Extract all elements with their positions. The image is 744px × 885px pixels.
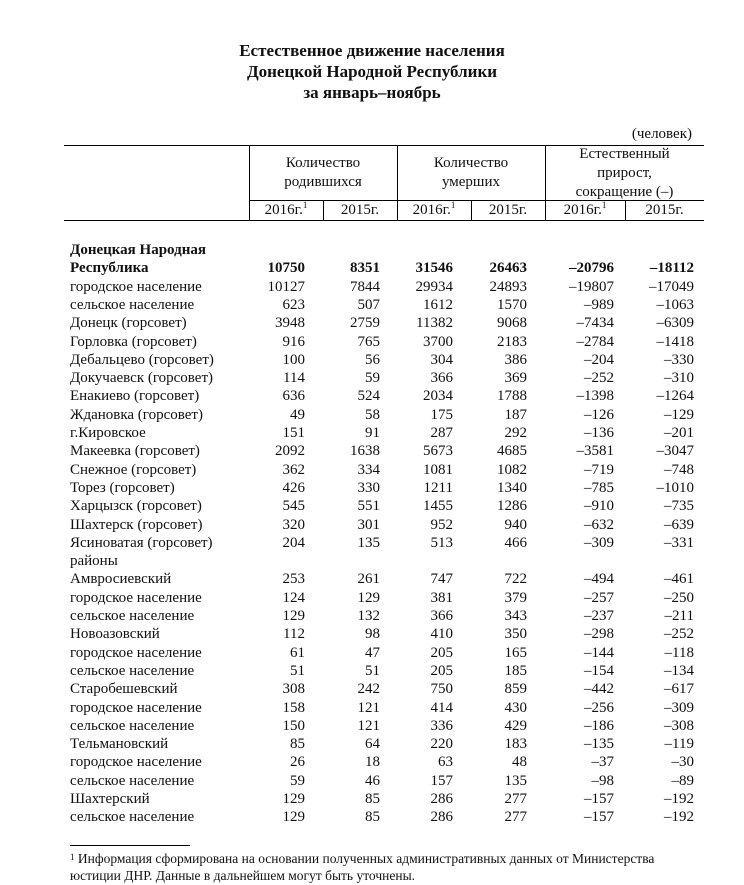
cell-births-2016: 85 [290, 736, 305, 753]
cell-natural-2016: –1398 [576, 388, 614, 405]
table-row [0, 552, 744, 570]
footnote-mark: 1 [302, 200, 308, 210]
row-label: Шахтерский [70, 791, 150, 807]
table-row [0, 369, 744, 387]
cell-natural-2015: –6309 [656, 315, 694, 332]
row-label: Дебальцево (горсовет) [70, 351, 214, 368]
row-label: Амвросиевский [70, 571, 172, 588]
cell-births-2015: 58 [365, 406, 380, 423]
cell-deaths-2016: 220 [430, 736, 453, 753]
footnote-rule [70, 845, 190, 846]
document-title [0, 40, 744, 103]
cell-deaths-2015: 429 [504, 717, 527, 734]
cell-natural-2015: –308 [664, 717, 694, 734]
header-natural-line: сокращение (–) [575, 184, 674, 200]
row-label: сельское население [70, 608, 195, 624]
cell-natural-2016: –126 [584, 406, 614, 423]
cell-deaths-2016: 414 [430, 699, 453, 716]
cell-deaths-2015: 48 [512, 754, 527, 771]
cell-deaths-2016: 3700 [423, 333, 453, 350]
cell-deaths-2016: 5673 [423, 443, 453, 460]
cell-deaths-2016: 1211 [423, 479, 453, 496]
cell-births-2016: 129 [282, 809, 305, 826]
table-row [0, 680, 744, 698]
cell-deaths-2016: 287 [430, 425, 453, 441]
cell-deaths-2015: 1286 [497, 498, 527, 515]
row-label: сельское население [70, 662, 195, 679]
cell-deaths-2016: 410 [430, 626, 453, 643]
cell-natural-2016: –157 [584, 809, 614, 826]
cell-deaths-2016: 366 [430, 370, 453, 387]
cell-deaths-2015: 4685 [497, 443, 527, 460]
cell-natural-2016: –719 [584, 461, 614, 478]
cell-natural-2016: –785 [584, 479, 614, 496]
cell-natural-2015: –252 [664, 626, 694, 643]
row-label: Старобешевский [70, 681, 178, 698]
header-bottom-rule [64, 220, 704, 221]
cell-births-2016: 320 [282, 516, 305, 533]
table-row [0, 461, 744, 479]
cell-births-2015: 334 [357, 461, 380, 478]
cell-natural-2015: –211 [664, 608, 694, 624]
cell-natural-2016: –136 [584, 425, 614, 441]
cell-births-2016: 150 [282, 717, 305, 734]
row-label: Ясиноватая (горсовет) [70, 534, 213, 551]
row-label: городское население [70, 278, 202, 295]
cell-natural-2015: –201 [664, 425, 694, 441]
cell-births-2015: 507 [357, 296, 380, 313]
cell-deaths-2016: 31546 [415, 260, 453, 277]
cell-deaths-2016: 157 [430, 772, 453, 789]
cell-natural-2015: –89 [671, 772, 694, 789]
cell-natural-2015: –192 [664, 809, 694, 826]
cell-births-2016: 2092 [275, 443, 305, 460]
cell-natural-2016: –494 [584, 571, 614, 588]
row-label: сельское население [70, 809, 195, 826]
cell-births-2015: 330 [357, 479, 380, 496]
cell-deaths-2016: 286 [430, 791, 453, 807]
table-row [0, 534, 744, 552]
cell-deaths-2016: 750 [430, 681, 453, 698]
cell-births-2016: 362 [282, 461, 305, 478]
cell-natural-2015: –1264 [656, 388, 694, 405]
cell-deaths-2016: 381 [430, 589, 453, 606]
table-row [0, 296, 744, 314]
cell-natural-2015: –134 [664, 662, 694, 679]
row-label: Макеевка (горсовет) [70, 443, 200, 460]
cell-natural-2016: –237 [584, 608, 614, 624]
table-row [0, 662, 744, 680]
cell-deaths-2016: 286 [430, 809, 453, 826]
cell-births-2016: 61 [290, 644, 305, 661]
cell-natural-2015: –639 [664, 516, 694, 533]
cell-natural-2015: –17049 [649, 278, 694, 295]
cell-natural-2015: –1010 [656, 479, 694, 496]
row-label: районы [70, 553, 118, 570]
header-natural [545, 145, 704, 202]
row-label: Шахтерск (горсовет) [70, 516, 203, 533]
table-row [0, 772, 744, 790]
cell-deaths-2015: 2183 [497, 333, 527, 350]
cell-deaths-2016: 747 [430, 571, 453, 588]
cell-natural-2016: –154 [584, 662, 614, 679]
year-2016-births [249, 202, 323, 219]
table-row [0, 570, 744, 588]
cell-births-2016: 51 [290, 662, 305, 679]
cell-births-2016: 204 [282, 534, 305, 551]
row-label: Докучаевск (горсовет) [70, 370, 213, 387]
cell-births-2016: 916 [282, 333, 305, 350]
cell-births-2015: 551 [357, 498, 380, 515]
cell-deaths-2015: 165 [504, 644, 527, 661]
table-row [0, 808, 744, 826]
unit-label: (человек) [631, 126, 692, 142]
cell-natural-2015: –735 [664, 498, 694, 515]
cell-natural-2016: –309 [584, 534, 614, 551]
table-row [0, 790, 744, 808]
cell-births-2016: 100 [282, 351, 305, 368]
cell-births-2015: 242 [357, 681, 380, 698]
table-row [0, 699, 744, 717]
cell-deaths-2015: 1082 [497, 461, 527, 478]
cell-natural-2016: –256 [584, 699, 614, 716]
footnote-mark: 1 [450, 200, 456, 210]
row-label: Тельмановский [70, 736, 169, 753]
table-row [0, 333, 744, 351]
footnote [70, 850, 720, 884]
cell-natural-2015: –129 [664, 406, 694, 423]
cell-natural-2015: –461 [664, 571, 694, 588]
header-deaths-line: Количество [433, 155, 509, 171]
cell-natural-2016: –204 [584, 351, 614, 368]
cell-deaths-2015: 386 [504, 351, 527, 368]
cell-births-2015: 129 [357, 589, 380, 606]
cell-natural-2015: –330 [664, 351, 694, 368]
row-label: Новоазовский [70, 626, 160, 643]
row-label: сельское население [70, 296, 195, 313]
cell-births-2016: 623 [282, 296, 305, 313]
cell-deaths-2015: 466 [504, 534, 527, 551]
cell-natural-2016: –98 [591, 772, 614, 789]
cell-deaths-2015: 9068 [497, 315, 527, 332]
cell-deaths-2016: 952 [430, 516, 453, 533]
table-row [0, 259, 744, 277]
cell-natural-2016: –2784 [576, 333, 614, 350]
cell-deaths-2015: 350 [504, 626, 527, 643]
cell-births-2015: 2759 [350, 315, 380, 332]
table-row [0, 387, 744, 405]
cell-deaths-2015: 277 [504, 809, 527, 826]
cell-deaths-2015: 185 [504, 662, 527, 679]
cell-deaths-2015: 1570 [497, 296, 527, 313]
cell-natural-2016: –186 [584, 717, 614, 734]
year-label: 2016г. [264, 202, 303, 218]
cell-deaths-2016: 63 [438, 754, 453, 771]
cell-births-2015: 132 [357, 608, 380, 624]
row-label: Снежное (горсовет) [70, 461, 197, 478]
cell-births-2016: 49 [290, 406, 305, 423]
cell-births-2015: 47 [365, 644, 380, 661]
cell-births-2015: 85 [365, 791, 380, 807]
cell-deaths-2015: 135 [504, 772, 527, 789]
cell-natural-2015: –1063 [656, 296, 694, 313]
cell-births-2016: 59 [290, 772, 305, 789]
cell-births-2015: 261 [357, 571, 380, 588]
cell-births-2016: 3948 [275, 315, 305, 332]
year-2015-deaths: 2015г. [488, 202, 528, 218]
cell-natural-2015: –617 [664, 681, 694, 698]
title-line-3: за январь–ноябрь [303, 83, 441, 102]
row-label: городское население [70, 754, 202, 771]
footnote-mark: 1 [70, 852, 75, 862]
table-row [0, 753, 744, 771]
cell-births-2015: 765 [357, 333, 380, 350]
cell-births-2016: 636 [282, 388, 305, 405]
cell-natural-2016: –989 [584, 296, 614, 313]
cell-births-2016: 308 [282, 681, 305, 698]
cell-deaths-2015: 1340 [497, 479, 527, 496]
cell-natural-2016: –144 [584, 644, 614, 661]
row-label: городское население [70, 644, 202, 661]
table-row [0, 278, 744, 296]
cell-deaths-2016: 336 [430, 717, 453, 734]
cell-deaths-2015: 187 [504, 406, 527, 423]
header-births [249, 154, 397, 192]
cell-deaths-2015: 940 [504, 516, 527, 533]
cell-births-2015: 51 [365, 662, 380, 679]
cell-deaths-2016: 175 [430, 406, 453, 423]
row-label: городское население [70, 589, 202, 606]
cell-natural-2015: –3047 [656, 443, 694, 460]
year-2015-births: 2015г. [340, 202, 380, 218]
row-label: Ждановка (горсовет) [70, 406, 203, 423]
table-row [0, 516, 744, 534]
cell-births-2016: 124 [282, 589, 305, 606]
row-label: Енакиево (горсовет) [70, 388, 200, 405]
footnote-mark: 1 [601, 200, 607, 210]
header-births-line: родившихся [284, 174, 362, 190]
cell-natural-2015: –1418 [656, 333, 694, 350]
year-label: 2016г. [412, 202, 451, 218]
cell-deaths-2015: 277 [504, 791, 527, 807]
cell-natural-2016: –19807 [569, 278, 614, 295]
cell-births-2016: 129 [282, 791, 305, 807]
cell-natural-2016: –910 [584, 498, 614, 515]
cell-natural-2015: –118 [664, 644, 694, 661]
cell-deaths-2016: 304 [430, 351, 453, 368]
footnote-text: Информация сформирована на основании полученных административных данных от Министерства [77, 851, 655, 866]
cell-natural-2015: –30 [671, 754, 694, 771]
row-label: Харцызск (горсовет) [70, 498, 202, 515]
cell-natural-2016: –7434 [576, 315, 614, 332]
table-row [0, 314, 744, 332]
cell-natural-2015: –309 [664, 699, 694, 716]
cell-births-2016: 151 [282, 425, 305, 441]
header-natural-line: Естественный [579, 146, 670, 162]
cell-births-2016: 545 [282, 498, 305, 515]
cell-births-2016: 10127 [267, 278, 305, 295]
cell-deaths-2015: 24893 [489, 278, 527, 295]
table-row [0, 351, 744, 369]
cell-births-2016: 253 [282, 571, 305, 588]
cell-births-2015: 1638 [350, 443, 380, 460]
cell-natural-2015: –18112 [649, 260, 694, 277]
cell-deaths-2015: 292 [504, 425, 527, 441]
cell-births-2015: 121 [357, 699, 380, 716]
cell-births-2016: 129 [282, 608, 305, 624]
cell-births-2015: 91 [365, 425, 380, 441]
header-deaths-line: умерших [441, 174, 501, 190]
table-row [0, 442, 744, 460]
year-2016-natural [545, 202, 625, 219]
row-label: сельское население [70, 772, 195, 789]
cell-natural-2016: –157 [584, 791, 614, 807]
header-deaths [397, 154, 545, 192]
row-label: Донецкая Народная [70, 242, 206, 258]
cell-deaths-2015: 859 [504, 681, 527, 698]
title-line-2: Донецкой Народной Республики [246, 62, 498, 81]
cell-births-2015: 7844 [350, 278, 380, 295]
table-row [0, 607, 744, 625]
cell-deaths-2015: 379 [504, 589, 527, 606]
cell-deaths-2016: 2034 [423, 388, 453, 405]
table-row [0, 406, 744, 424]
table-row [0, 479, 744, 497]
cell-births-2015: 301 [357, 516, 380, 533]
cell-deaths-2015: 26463 [489, 260, 527, 277]
row-label: городское население [70, 699, 202, 716]
cell-deaths-2016: 11382 [416, 315, 453, 332]
cell-natural-2015: –331 [664, 534, 694, 551]
year-2016-deaths [397, 202, 471, 219]
header-natural-line: прирост, [597, 165, 652, 181]
cell-births-2015: 8351 [350, 260, 380, 277]
year-2015-natural: 2015г. [645, 202, 684, 218]
cell-natural-2016: –3581 [576, 443, 614, 460]
cell-deaths-2015: 183 [504, 736, 527, 753]
cell-natural-2016: –298 [584, 626, 614, 643]
cell-deaths-2016: 205 [430, 662, 453, 679]
cell-deaths-2015: 1788 [497, 388, 527, 405]
row-label: Торез (горсовет) [70, 479, 175, 496]
table-row [0, 625, 744, 643]
cell-births-2015: 56 [365, 351, 380, 368]
cell-births-2016: 112 [283, 626, 305, 643]
header-births-line: Количество [285, 155, 361, 171]
row-label: г.Кировское [70, 425, 146, 441]
table-row [0, 644, 744, 662]
table-row [0, 589, 744, 607]
cell-natural-2016: –442 [584, 681, 614, 698]
cell-births-2015: 135 [357, 534, 380, 551]
cell-births-2015: 98 [365, 626, 380, 643]
cell-deaths-2016: 513 [430, 534, 453, 551]
cell-births-2015: 64 [365, 736, 380, 753]
row-label: Горловка (горсовет) [70, 333, 197, 350]
cell-deaths-2016: 1455 [423, 498, 453, 515]
table-row [0, 241, 744, 259]
row-label: Донецк (горсовет) [70, 315, 187, 332]
table-row [0, 717, 744, 735]
cell-births-2015: 524 [357, 388, 380, 405]
cell-deaths-2015: 430 [504, 699, 527, 716]
cell-births-2015: 46 [365, 772, 380, 789]
cell-natural-2016: –252 [584, 370, 614, 387]
row-label: Республика [70, 260, 149, 277]
cell-natural-2015: –119 [664, 736, 694, 753]
cell-deaths-2016: 1612 [423, 296, 453, 313]
cell-natural-2016: –37 [591, 754, 614, 771]
table-row [0, 424, 744, 442]
table-row [0, 497, 744, 515]
cell-natural-2015: –192 [664, 791, 694, 807]
row-label: сельское население [70, 717, 195, 734]
cell-natural-2016: –632 [584, 516, 614, 533]
year-label: 2016г. [563, 202, 602, 218]
table-row [0, 735, 744, 753]
cell-births-2016: 114 [283, 370, 305, 387]
cell-deaths-2016: 29934 [415, 278, 453, 295]
cell-deaths-2015: 369 [504, 370, 527, 387]
footnote-line-2: юстиции ДНР. Данные в дальнейшем могут быть уточнены. [70, 868, 416, 883]
cell-natural-2016: –135 [584, 736, 614, 753]
cell-natural-2015: –250 [664, 589, 694, 606]
cell-natural-2016: –20796 [569, 260, 614, 277]
cell-births-2016: 10750 [267, 260, 305, 277]
cell-natural-2016: –257 [584, 589, 614, 606]
cell-births-2015: 85 [365, 809, 380, 826]
cell-deaths-2016: 205 [430, 644, 453, 661]
cell-births-2016: 426 [282, 479, 305, 496]
cell-deaths-2016: 1081 [423, 461, 453, 478]
cell-births-2015: 59 [365, 370, 380, 387]
cell-deaths-2015: 343 [504, 608, 527, 624]
cell-natural-2015: –748 [664, 461, 694, 478]
cell-deaths-2016: 366 [430, 608, 453, 624]
cell-births-2015: 121 [357, 717, 380, 734]
cell-births-2015: 18 [365, 754, 380, 771]
title-line-1: Естественное движение населения [239, 41, 505, 60]
cell-births-2016: 26 [290, 754, 305, 771]
cell-births-2016: 158 [282, 699, 305, 716]
footnote-line-1 [70, 850, 720, 867]
cell-natural-2015: –310 [664, 370, 694, 387]
cell-deaths-2015: 722 [504, 571, 527, 588]
